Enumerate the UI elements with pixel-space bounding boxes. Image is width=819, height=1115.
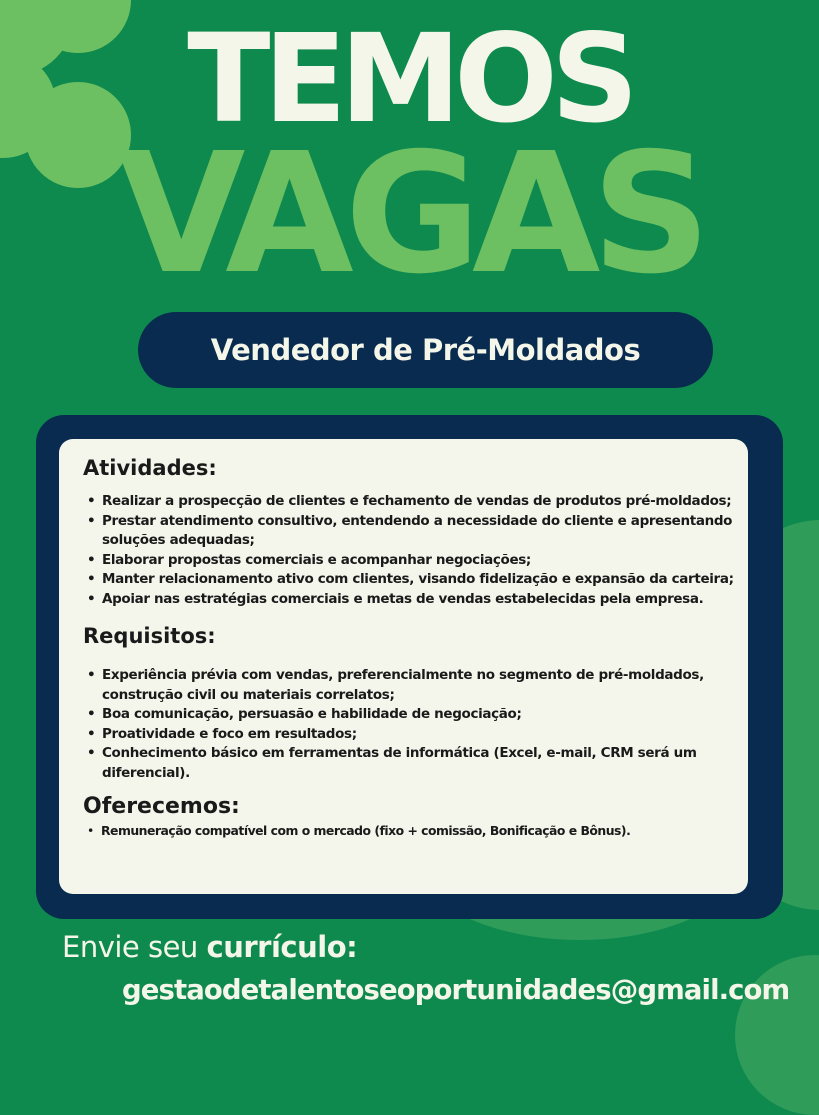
requirement-item: • Boa comunicação, persuasão e habilidade de negociação; xyxy=(87,705,734,725)
headline-temos: TEMOS xyxy=(187,8,632,150)
activity-item: • Realizar a prospecção de clientes e fechamento de vendas de produtos pré-moldados; xyxy=(87,492,734,512)
activities-list xyxy=(75,492,734,609)
role-title: Vendedor de Pré-Moldados xyxy=(210,333,641,367)
activity-item: • Elaborar propostas comerciais e acompanhar negociações; xyxy=(87,551,734,571)
offer-item xyxy=(87,821,734,841)
headline-vagas: VAGAS xyxy=(117,118,702,311)
requirement-item: • Conhecimento básico em ferramentas de informática (Excel, e-mail, CRM será um diferencial). xyxy=(87,744,734,783)
requirements-list xyxy=(75,666,734,783)
details-card xyxy=(59,439,748,894)
send-cv-bold: currículo: xyxy=(206,930,358,964)
activity-item: • Manter relacionamento ativo com clientes, visando fidelização e expansão da carteira; xyxy=(87,570,734,590)
requirement-item: • Proatividade e foco em resultados; xyxy=(87,725,734,745)
send-cv-label xyxy=(62,930,357,964)
offers-list xyxy=(75,821,734,841)
activities-heading: Atividades: xyxy=(83,456,217,480)
role-banner xyxy=(138,312,713,388)
requirement-item: • Experiência prévia com vendas, preferencialmente no segmento de pré-moldados, construção civil ou materiais correlatos; xyxy=(87,666,734,705)
offer-item-text: Remuneração compatível com o mercado (fixo + comissão, Bonificação e Bônus). xyxy=(101,823,631,838)
offers-heading: Oferecemos: xyxy=(83,794,240,819)
contact-email[interactable]: gestaodetalentoseoportunidades@gmail.com xyxy=(122,974,790,1006)
requirements-heading: Requisitos: xyxy=(83,624,216,648)
activity-item: • Apoiar nas estratégias comerciais e metas de vendas estabelecidas pela empresa. xyxy=(87,590,734,610)
send-cv-prefix: Envie seu xyxy=(62,930,207,964)
activity-item: • Prestar atendimento consultivo, entendendo a necessidade do cliente e apresentando soluções adequadas; xyxy=(87,512,734,551)
